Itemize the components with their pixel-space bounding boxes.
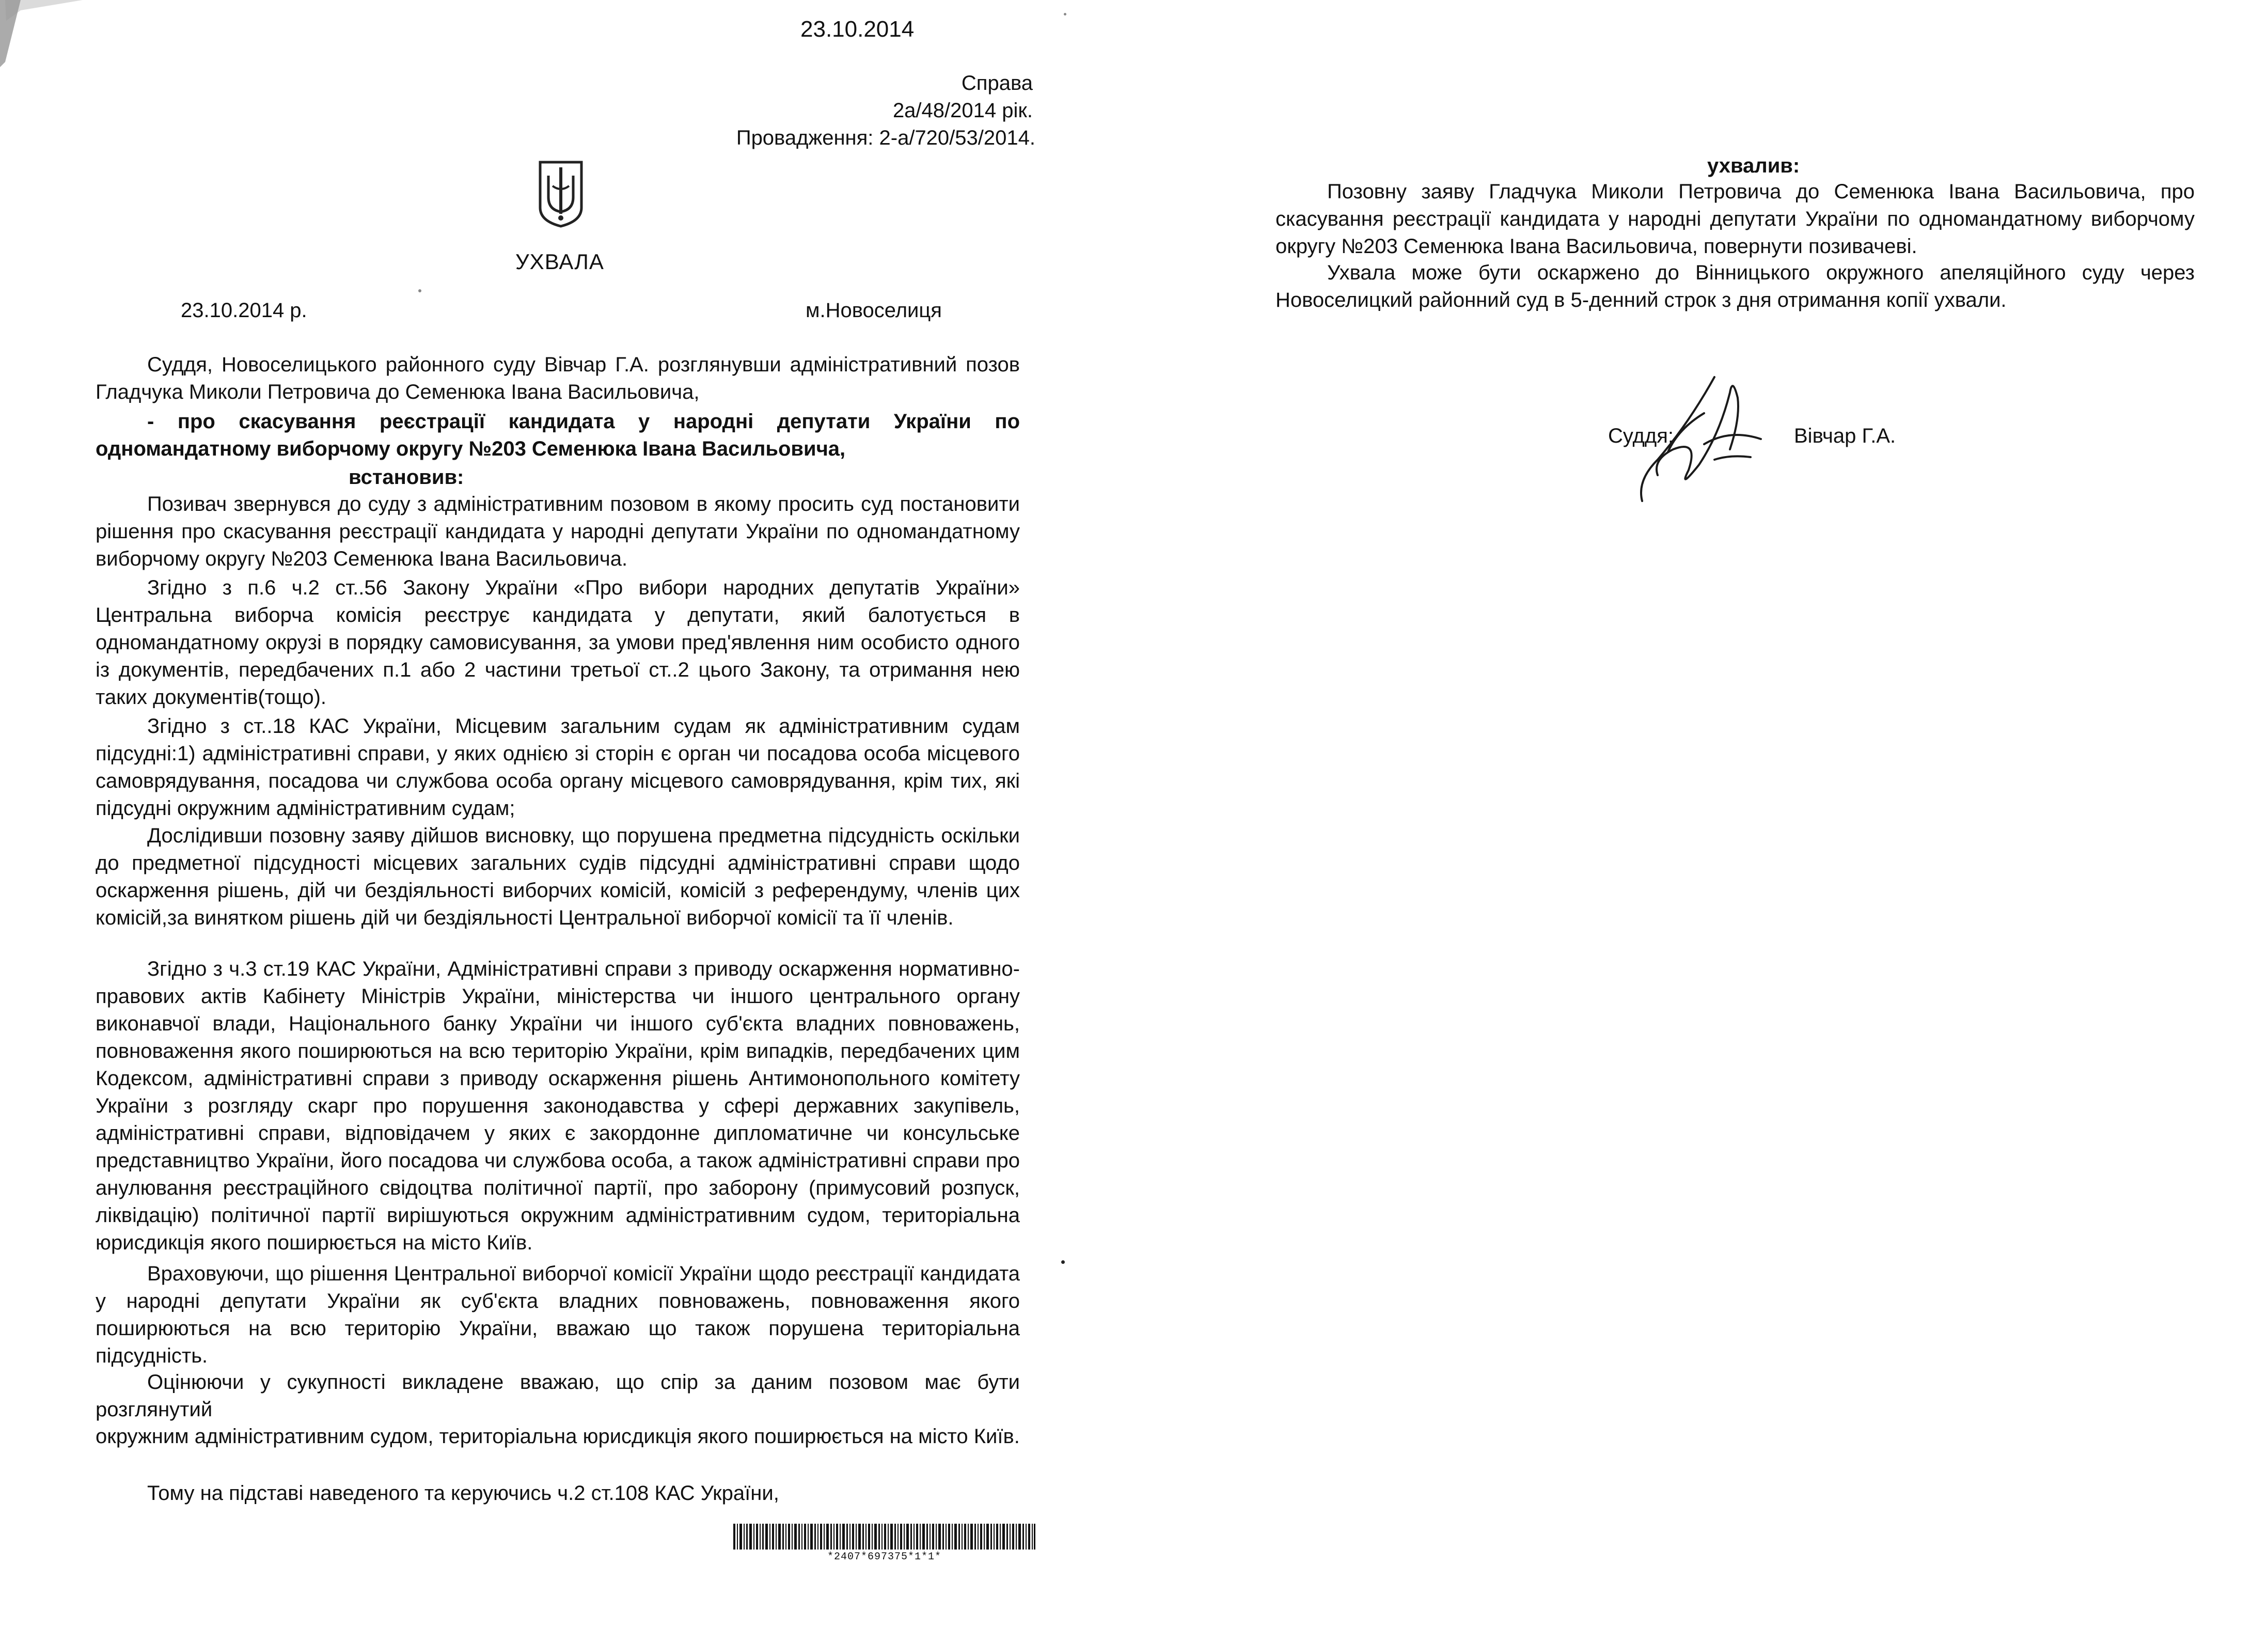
case-number: 2а/48/2014 рік. — [892, 99, 1033, 122]
decision-city: м.Новоселиця — [806, 299, 942, 322]
paragraph-law-56: Згідно з п.6 ч.2 ст..56 Закону України «Про вибори народних депутатів України» Центральна виборча комісія реєструє кандидата у депутати, який балотується в одномандатному окрузі в порядку самовисування, за умови пред'явлення ним особисто одного із документів, передбачених п.1 або 2 частини третьої ст..2 цього Закону, та отримання нею таких документів(тощо). — [96, 576, 1020, 709]
paragraph-assessment-cont: окружним адміністративним судом, територіальна юрисдикція якого поширюється на місто Київ. — [96, 1425, 1020, 1448]
paragraph-subject: - про скасування реєстрації кандидата у народні депутати України по одномандатному виборчому округу №203 Семенюка Івана Васильовича, — [96, 410, 1020, 460]
ruling-return-claim: Позовну заяву Гладчука Миколи Петровича до Семенюка Івана Васильовича, про скасування реєстрації кандидата у народні депутати України по одномандатному виборчому округу №203 Семенюка Івана Васильовича, повернути позивачеві. — [1275, 180, 2195, 258]
scan-speck — [1061, 1260, 1065, 1264]
judge-signature — [1627, 367, 1776, 506]
trident-coat-of-arms-icon — [537, 160, 585, 228]
heading-established: встановив: — [349, 466, 464, 489]
scan-speck — [1064, 13, 1066, 15]
document-page-right — [1134, 0, 2268, 1627]
document-title: УХВАЛА — [515, 249, 604, 274]
judge-name: Вівчар Г.А. — [1794, 425, 1896, 447]
paragraph-kas-18: Згідно з ст..18 КАС України, Місцевим загальним судам як адміністративним судам підсудні:1) адміністративні справи, у яких однією зі сторін є орган чи посадова особа місцевого самоврядування, посадова чи службова особа органу місцевого самоврядування, крім тих, які підсудні окружним адміністративним судам; — [96, 715, 1020, 820]
paragraph-assessment: Оцінюючи у сукупності викладене вважаю, що спір за даним позовом має бути розглянутий — [96, 1371, 1020, 1421]
barcode — [733, 1524, 1035, 1550]
paragraph-jurisdiction: Дослідивши позовну заяву дійшов висновку, що порушена предметна підсудність оскільки до предметної підсудності місцевих загальних судів підсудні адміністративні справи щодо оскарження рішень, дій чи бездіяльності виборчих комісій, комісій з референдуму, членів цих комісій,за винятком рішень дій чи бездіяльності Центральної виборчої комісії та її членів. — [96, 824, 1020, 929]
paragraph-intro: Суддя, Новоселицького районного суду Вівчар Г.А. розглянувши адміністративний позов Гладчука Миколи Петровича до Семенюка Івана Васильовича, — [96, 353, 1020, 403]
case-label: Справа — [961, 72, 1033, 95]
paragraph-kas-19: Згідно з ч.3 ст.19 КАС України, Адміністративні справи з приводу оскарження нормативно-правових актів Кабінету Міністрів України, міністерства чи іншого центрального органу виконавчої влади, Національного банку України чи іншого суб'єкта владних повноважень, повноваження якого поширюються на всю територію України, крім випадків, передбачених цим Кодексом, адміністративні справи з приводу оскарження рішень Антимонопольного комітету України з розгляду скарг про порушення законодавства у сфері державних закупівель, адміністративні справи, відповідачем у яких є закордонне дипломатичне чи консульське представництво України, його посадова чи службова особа, а також адміністративні справи про анулювання реєстраційного свідоцтва політичної партії, про заборону (примусовий розпуск, ліквідацію) політичної партії вирішуються окружним адміністративним судом, територіальна юрисдикція якого поширюється на місто Київ. — [96, 958, 1020, 1254]
top-date: 23.10.2014 — [800, 17, 915, 42]
decision-date: 23.10.2014 р. — [181, 299, 307, 322]
heading-ruled: ухвалив: — [1707, 154, 1800, 177]
paragraph-claim: Позивач звернувся до суду з адміністративним позовом в якому просить суд постановити рішення про скасування реєстрації кандидата у народні депутати України по одномандатному виборчому округу №203 Семенюка Івана Васильовича. — [96, 493, 1020, 570]
ruling-appeal: Ухвала може бути оскаржено до Вінницького окружного апеляційного суду через Новоселицкий районний суд в 5-денний строк з дня отримання копії ухвали. — [1275, 261, 2195, 311]
scan-speck — [418, 289, 421, 292]
scan-corner-mark — [0, 0, 83, 67]
proceeding-number: Провадження: 2-а/720/53/2014. — [736, 127, 1035, 149]
judge-label: Суддя: — [1608, 425, 1674, 447]
paragraph-basis: Тому на підставі наведеного та керуючись ч.2 ст.108 КАС України, — [147, 1482, 779, 1505]
barcode-number: *2407*697375*1*1* — [827, 1551, 942, 1563]
paragraph-territorial: Враховуючи, що рішення Центральної виборчої комісії України щодо реєстрації кандидата у народні депутати України як суб'єкта владних повноважень, повноваження якого поширюються на всю територію України, вважаю що також порушена територіальна підсудність. — [96, 1262, 1020, 1367]
